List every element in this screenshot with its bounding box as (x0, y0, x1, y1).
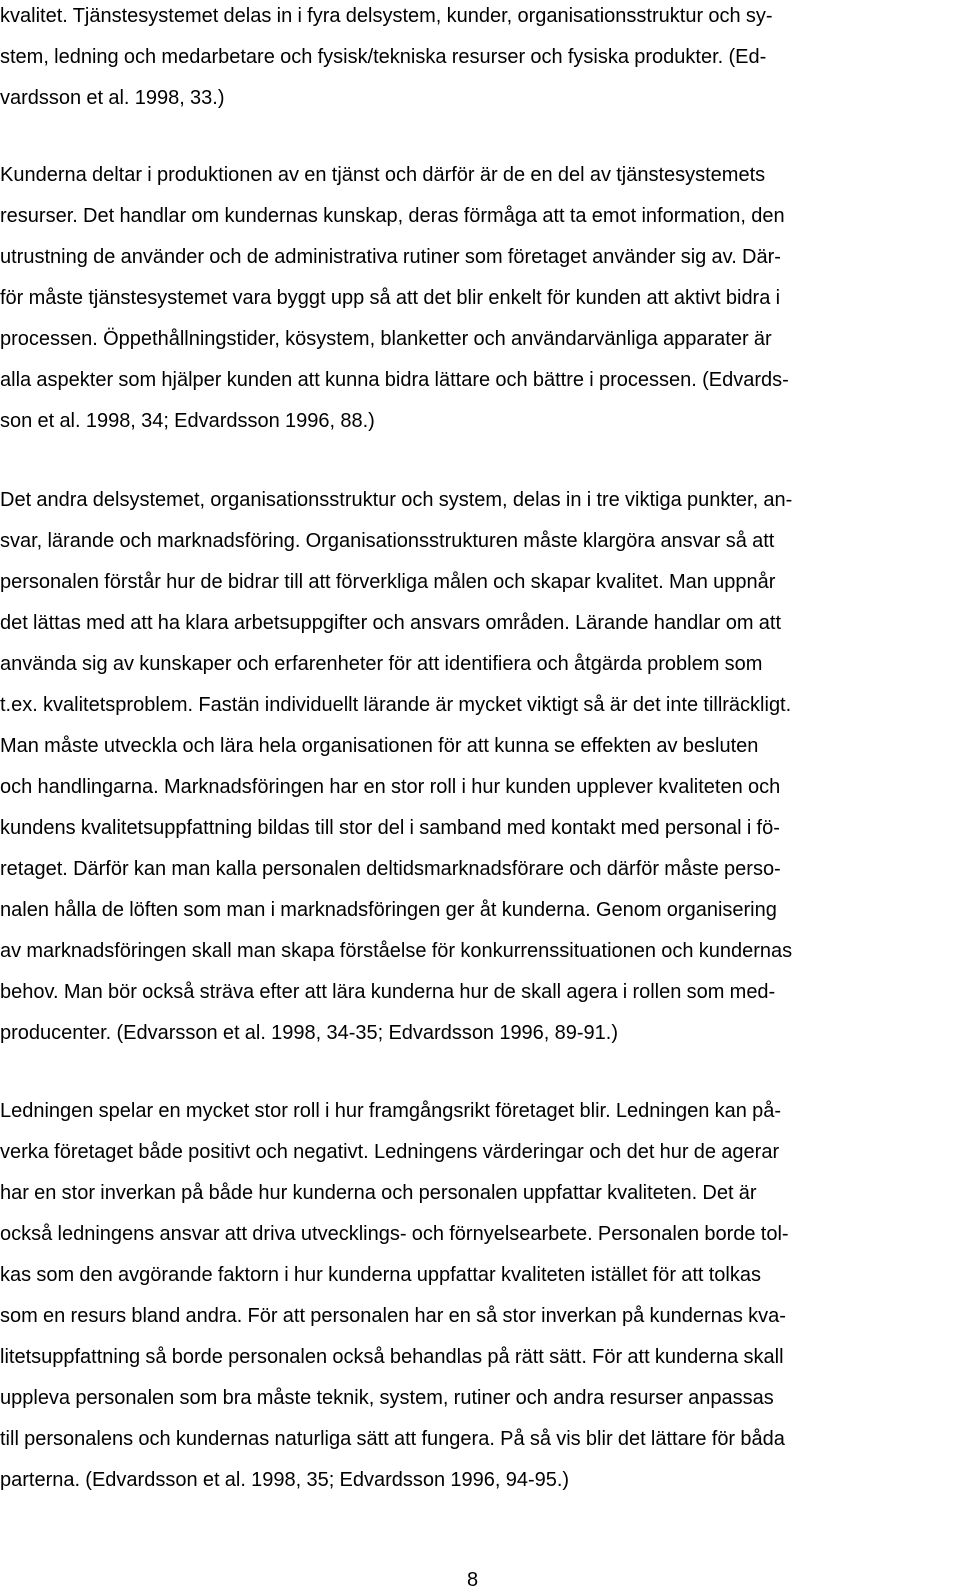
text-line: Det andra delsystemet, organisationsstruktur och system, delas in i tre viktiga punkter, an- (0, 489, 793, 511)
text-line: stem, ledning och medarbetare och fysisk/tekniska resurser och fysiska produkter. (Ed- (0, 46, 767, 68)
text-line: det lättas med att ha klara arbetsuppgifter och ansvars områden. Lärande handlar om att (0, 612, 782, 634)
text-line: har en stor inverkan på både hur kunderna och personalen uppfattar kvaliteten. Det är (0, 1182, 757, 1204)
text-line: alla aspekter som hjälper kunden att kunna bidra lättare och bättre i processen. (Edvards- (0, 369, 789, 391)
text-line: behov. Man bör också sträva efter att lära kunderna hur de skall agera i rollen som med- (0, 981, 776, 1003)
text-line: producenter. (Edvarsson et al. 1998, 34-35; Edvardsson 1996, 89-91.) (0, 1022, 618, 1044)
text-line: också ledningens ansvar att driva utvecklings- och förnyelsearbete. Personalen borde tol- (0, 1223, 789, 1245)
text-line: Kunderna deltar i produktionen av en tjänst och därför är de en del av tjänstesystemets (0, 164, 766, 186)
text-line: kas som den avgörande faktorn i hur kunderna uppfattar kvaliteten istället för att tolkas (0, 1264, 761, 1286)
text-line: till personalens och kundernas naturliga sätt att fungera. På så vis blir det lättare för båda (0, 1428, 785, 1450)
text-line: personalen förstår hur de bidrar till att förverkliga målen och skapar kvalitet. Man uppnår (0, 571, 776, 593)
text-line: utrustning de använder och de administrativa rutiner som företaget använder sig av. Där- (0, 246, 781, 268)
text-line: Ledningen spelar en mycket stor roll i hur framgångsrikt företaget blir. Ledningen kan på- (0, 1100, 781, 1122)
text-line: son et al. 1998, 34; Edvardsson 1996, 88.) (0, 410, 375, 432)
text-line: retaget. Därför kan man kalla personalen deltidsmarknadsförare och därför måste perso- (0, 858, 781, 880)
text-line: för måste tjänstesystemet vara byggt upp så att det blir enkelt för kunden att aktivt bidra i (0, 287, 781, 309)
paragraph-2 (0, 155, 960, 442)
text-line: verka företaget både positivt och negativt. Ledningens värderingar och det hur de agerar (0, 1141, 780, 1163)
text-line: litetsuppfattning så borde personalen också behandlas på rätt sätt. För att kunderna skall (0, 1346, 784, 1368)
text-line: svar, lärande och marknadsföring. Organisationsstrukturen måste klargöra ansvar så att (0, 530, 775, 552)
text-line: kundens kvalitetsuppfattning bildas till stor del i samband med kontakt med personal i fö- (0, 817, 780, 839)
paragraph-3 (0, 480, 960, 1054)
text-line: t.ex. kvalitetsproblem. Fastän individuellt lärande är mycket viktigt så är det inte tillräckligt. (0, 694, 792, 716)
text-line: uppleva personalen som bra måste teknik, system, rutiner och andra resurser anpassas (0, 1387, 774, 1409)
text-line: av marknadsföringen skall man skapa förståelse för konkurrenssituationen och kundernas (0, 940, 793, 962)
text-line: vardsson et al. 1998, 33.) (0, 87, 225, 109)
text-line: processen. Öppethållningstider, kösystem, blanketter och användarvänliga apparater är (0, 328, 772, 350)
paragraph-1 (0, 0, 960, 119)
page-number: 8 (466, 1569, 479, 1591)
text-line: nalen hålla de löften som man i marknadsföringen ger åt kunderna. Genom organisering (0, 899, 777, 921)
text-line: kvalitet. Tjänstesystemet delas in i fyra delsystem, kunder, organisationsstruktur och sy- (0, 5, 773, 27)
paragraph-4 (0, 1091, 960, 1501)
text-line: använda sig av kunskaper och erfarenheter för att identifiera och åtgärda problem som (0, 653, 763, 675)
text-line: resurser. Det handlar om kundernas kunskap, deras förmåga att ta emot information, den (0, 205, 785, 227)
text-line: och handlingarna. Marknadsföringen har en stor roll i hur kunden upplever kvaliteten och (0, 776, 781, 798)
text-line: parterna. (Edvardsson et al. 1998, 35; Edvardsson 1996, 94-95.) (0, 1469, 570, 1491)
text-line: Man måste utveckla och lära hela organisationen för att kunna se effekten av besluten (0, 735, 759, 757)
text-line: som en resurs bland andra. För att personalen har en så stor inverkan på kundernas kva- (0, 1305, 786, 1327)
